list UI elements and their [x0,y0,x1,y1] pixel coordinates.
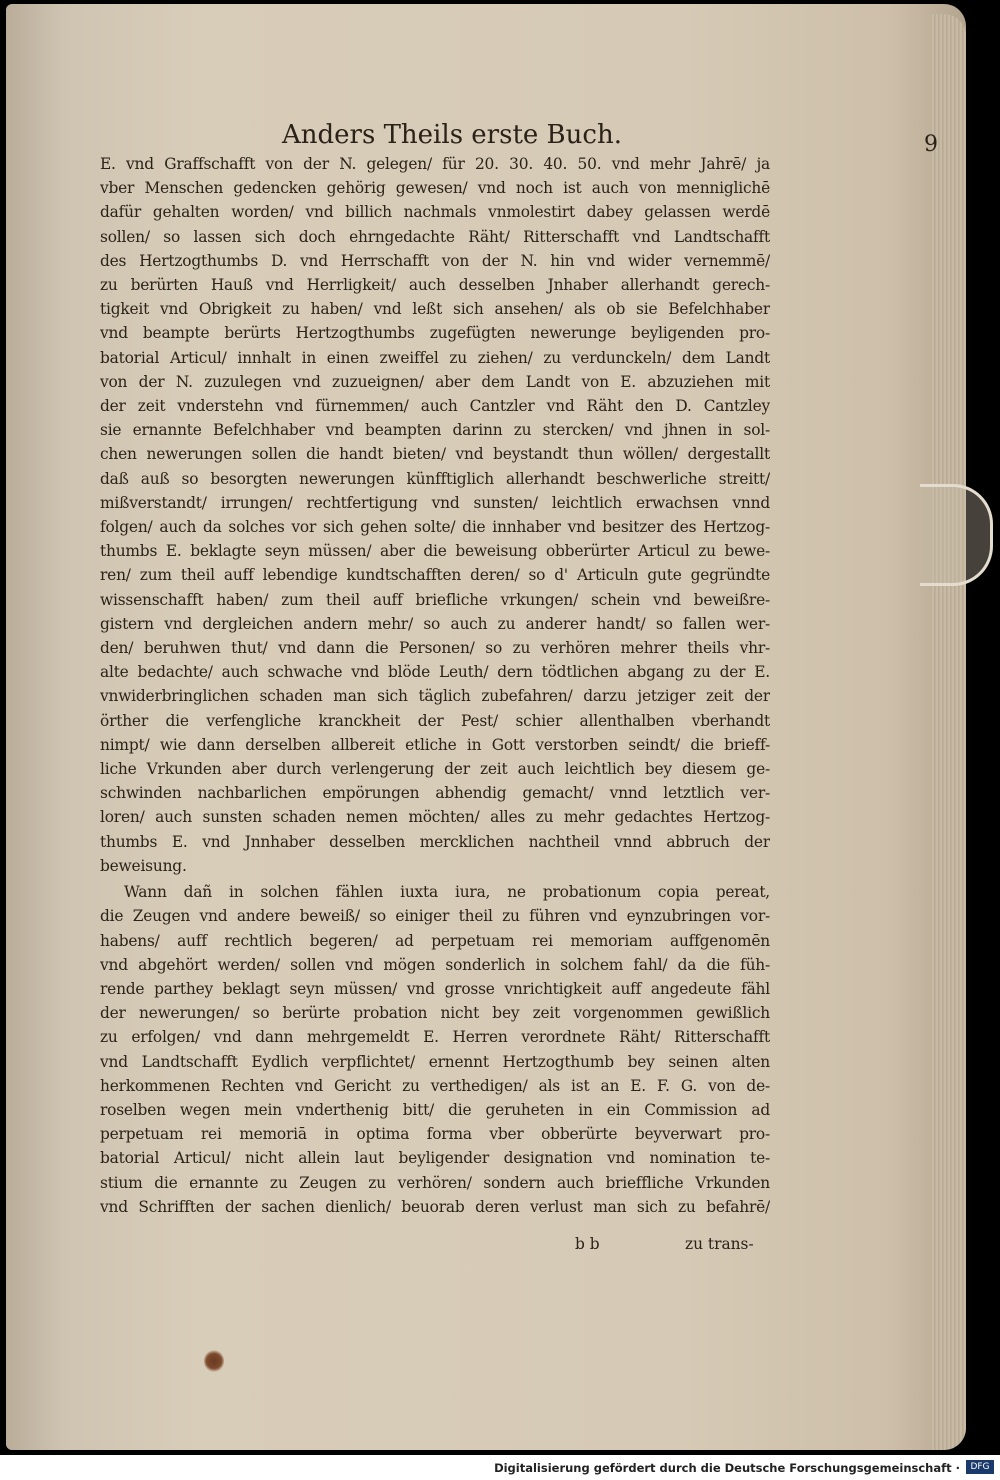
text-line: örther die verfengliche kranckheit der Pest/ schier allenthalben vberhandt [100,711,770,730]
text-line: chen newerungen sollen die handt bieten/ vnd beystandt thun wöllen/ dergestallt [100,445,770,464]
text-line: herkommenen Rechten vnd Gericht zu verthedigen/ als ist an E. F. G. von de- [100,1076,770,1095]
text-line: die Zeugen vnd andere beweiß/ so einiger theil zu führen vnd eynzubringen vor- [100,907,770,926]
text-line: der newerungen/ so berürte probation nicht bey zeit vorgenommen gewißlich [100,1004,770,1023]
text-line: mißverstandt/ irrungen/ rechtfertigung vnd sunsten/ leichtlich erwachsen vnnd [100,493,770,512]
footer-bar [0,1455,1000,1480]
text-line: vber Menschen gedencken gehörig gewesen/ vnd noch ist auch von menniglichē [100,179,770,198]
page-clip [920,484,993,586]
text-line: vnd Landtschafft Eydlich verpflichtet/ ernennt Hertzogthumb bey seinen alten [100,1052,770,1071]
text-line: rende parthey beklagt seyn müssen/ vnd grosse vnrichtigkeit auff angedeute fähl [100,979,770,998]
text-line: thumbs E. beklagte seyn müssen/ aber die beweisung obberürter Articul zu bewe- [100,542,770,561]
text-line: liche Vrkunden aber durch verlengerung der zeit auch leichtlich bey diesem ge- [100,760,770,779]
text-line: ren/ zum theil auff lebendige kundtschafften deren/ so d' Articuln gute gegründte [100,566,770,585]
text-line: beweisung. [100,856,187,875]
text-line: vnwiderbringlichen schaden man sich täglich zubefahren/ darzu jetziger zeit der [100,687,770,706]
text-line: dafür gehalten worden/ vnd billich nachmals vnmolestirt dabey gelassen werdē [100,203,770,222]
text-line: batorial Articul/ innhalt in einen zweiffel zu ziehen/ zu verdunckeln/ dem Landt [100,348,770,367]
text-line: batorial Articul/ nicht allein laut beyligender designation vnd nomination te- [100,1149,770,1168]
page-number: 9 [924,132,938,157]
text-line: thumbs E. vnd Jnnhaber desselben mercklichen nachtheil vnnd abbruch der [100,832,770,851]
signature-mark: b b [575,1235,600,1253]
text-line: alte bedachte/ auch schwache vnd blöde Leuth/ dern tödtlichen abgang zu der E. [100,663,770,682]
text-line: sie ernannte Befelchhaber vnd beampten darinn zu stercken/ vnd jhnen in sol- [100,421,770,440]
dfg-logo-icon: DFG [966,1460,994,1474]
text-line: den/ beruhwen thut/ vnd dann die Personen/ so zu verhören mehrer theils vhr- [100,639,770,658]
text-line: von der N. zuzulegen vnd zuzueignen/ aber dem Landt von E. abzuziehen mit [100,372,770,391]
text-line: zu erfolgen/ vnd dann mehrgemeldt E. Herren verordnete Räht/ Ritterschafft [100,1028,770,1047]
funding-notice: Digitalisierung gefördert durch die Deutsche Forschungsgemeinschaft · [494,1461,960,1475]
catchword: zu trans- [685,1235,754,1253]
text-line: vnd abgehört werden/ sollen vnd mögen sonderlich in solchem fahl/ da die füh- [100,955,770,974]
text-line: loren/ auch sunsten schaden nemen möchten/ alles zu mehr gedachtes Hertzog- [100,808,770,827]
paragraph-start: Wann dañ in solchen fählen iuxta iura, ne probationum copia pereat, [124,883,770,902]
text-line: roselben wegen mein vnderthenig bitt/ die geruheten in ein Commission ad [100,1100,770,1119]
ink-stain [204,1350,224,1372]
text-line: perpetuam rei memoriā in optima forma vber obberürte beyverwart pro- [100,1125,770,1144]
text-line: zu berürten Hauß vnd Herrligkeit/ auch desselben Jnhaber allerhandt gerech- [100,276,770,295]
text-line: stium die ernannte zu Zeugen zu verhören/ sondern auch brieffliche Vrkunden [100,1173,770,1192]
text-line: der zeit vnderstehn vnd fürnemmen/ auch Cantzler vnd Räht den D. Cantzley [100,397,770,416]
text-line: vnd Schrifften der sachen dienlich/ beuorab deren verlust man sich zu befahrē/ [100,1197,770,1216]
text-line: tigkeit vnd Obrigkeit zu haben/ vnd leßt sich ansehen/ als ob sie Befelchhaber [100,300,770,319]
text-line: daß auß so besorgten newerungen künfftiglich allerhandt beschwerliche streitt/ [100,469,770,488]
text-line: wissenschafft haben/ zum theil auff briefliche vrkungen/ schein vnd beweißre- [100,590,770,609]
page-foot [575,1235,775,1253]
text-line: vnd beampte berürts Hertzogthumbs zugefügten newerunge beyligenden pro- [100,324,770,343]
text-line: folgen/ auch da solches vor sich gehen solte/ die innhaber vnd besitzer des Hertzog- [100,518,770,537]
text-line: habens/ auff rechtlich begeren/ ad perpetuam rei memoriam auffgenomēn [100,931,770,950]
text-line: des Hertzogthumbs D. vnd Herrschafft von der N. hin vnd wider vernemmē/ [100,251,770,270]
page-edges [932,14,966,1450]
text-line: sollen/ so lassen sich doch ehrngedachte Räht/ Ritterschafft vnd Landtschafft [100,227,770,246]
running-header: Anders Theils erste Buch. [282,120,622,150]
page-body [100,152,770,1219]
text-line: E. vnd Graffschafft von der N. gelegen/ für 20. 30. 40. 50. vnd mehr Jahrē/ ja [100,155,770,173]
text-line: nimpt/ wie dann derselben allbereit etliche in Gott verstorben seindt/ die brieff- [100,735,770,754]
text-line: gistern vnd dergleichen andern mehr/ so auch zu anderer handt/ so fallen wer- [100,614,770,633]
text-line: schwinden nachbarlichen empörungen abhendig gemacht/ vnnd letztlich ver- [100,784,770,803]
